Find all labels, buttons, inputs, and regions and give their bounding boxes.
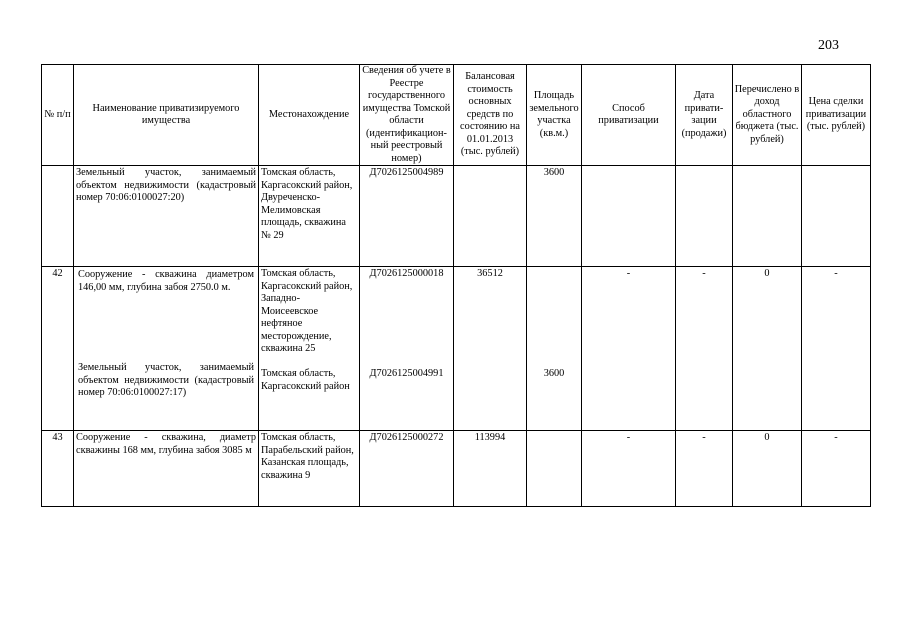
header-date: Дата привати-зации (продажи) [676, 65, 733, 166]
cell-balance: 36512 [454, 267, 527, 431]
header-registry: Сведения об учете в Реестре государственного имущества Томской области (идентификацион-ный реестровый номер) [360, 65, 454, 166]
cell-method: - [582, 431, 676, 507]
cell-name: Сооружение - скважина, диаметр скважины 168 мм, глубина забоя 3085 м [74, 431, 259, 507]
cell-area [527, 267, 582, 431]
sub-item-name: Земельный участок, занимаемый объектом недвижимости (кадастровый номер 70:06:0100027:17) [78, 362, 254, 398]
item-area [529, 268, 579, 368]
table-row [42, 431, 871, 507]
privatization-table [41, 64, 871, 507]
header-area: Площадь земельного участка (кв.м.) [527, 65, 582, 166]
header-price: Цена сделки приватизации (тыс. рублей) [802, 65, 871, 166]
cell-name: Земельный участок, занимаемый объектом недвижимости (кадастровый номер 70:06:0100027:20) [74, 166, 259, 267]
cell-price [802, 166, 871, 267]
table-row [42, 166, 871, 267]
table-row [42, 267, 871, 431]
item-name: Сооружение - скважина диаметром 146,00 мм, глубина забоя 2750.0 м. [78, 269, 254, 293]
cell-location [259, 267, 360, 431]
cell-registry: Д7026125000272 [360, 431, 454, 507]
cell-registry: Д7026125004989 [360, 166, 454, 267]
header-method: Способ приватизации [582, 65, 676, 166]
item-location: Томская область, Каргасокский район, Западно-Моисеевское нефтяное месторождение, скважина 25 [261, 268, 353, 354]
page-number: 203 [818, 38, 839, 53]
cell-price: - [802, 267, 871, 431]
header-row [42, 65, 871, 166]
item-registry: Д7026125000018 [369, 268, 444, 279]
header-balance: Балансовая стоимость основных средств по состоянию на 01.01.2013 (тыс. рублей) [454, 65, 527, 166]
cell-transferred: 0 [733, 267, 802, 431]
cell-transferred [733, 166, 802, 267]
header-transferred: Перечислено в доход областного бюджета (тыс. рублей) [733, 65, 802, 166]
cell-num: 43 [42, 431, 74, 507]
cell-method: - [582, 267, 676, 431]
cell-registry [360, 267, 454, 431]
cell-num: 42 [42, 267, 74, 431]
cell-area [527, 431, 582, 507]
header-num: № п/п [42, 65, 74, 166]
cell-balance: 113994 [454, 431, 527, 507]
cell-name [74, 267, 259, 431]
cell-balance [454, 166, 527, 267]
cell-num [42, 166, 74, 267]
cell-method [582, 166, 676, 267]
cell-location: Томская область, Парабельский район, Казанская площадь, скважина 9 [259, 431, 360, 507]
cell-date: - [676, 267, 733, 431]
sub-item-registry: Д7026125004991 [369, 368, 444, 379]
cell-area: 3600 [527, 166, 582, 267]
header-location: Местонахождение [259, 65, 360, 166]
cell-price: - [802, 431, 871, 507]
header-name: Наименование приватизируемого имущества [74, 65, 259, 166]
cell-transferred: 0 [733, 431, 802, 507]
cell-date: - [676, 431, 733, 507]
cell-date [676, 166, 733, 267]
sub-item-area: 3600 [543, 368, 565, 379]
cell-location: Томская область, Каргасокский район, Двуреченско-Мелимовская площадь, скважина № 29 [259, 166, 360, 267]
sub-item-location: Томская область, Каргасокский район [261, 368, 350, 392]
